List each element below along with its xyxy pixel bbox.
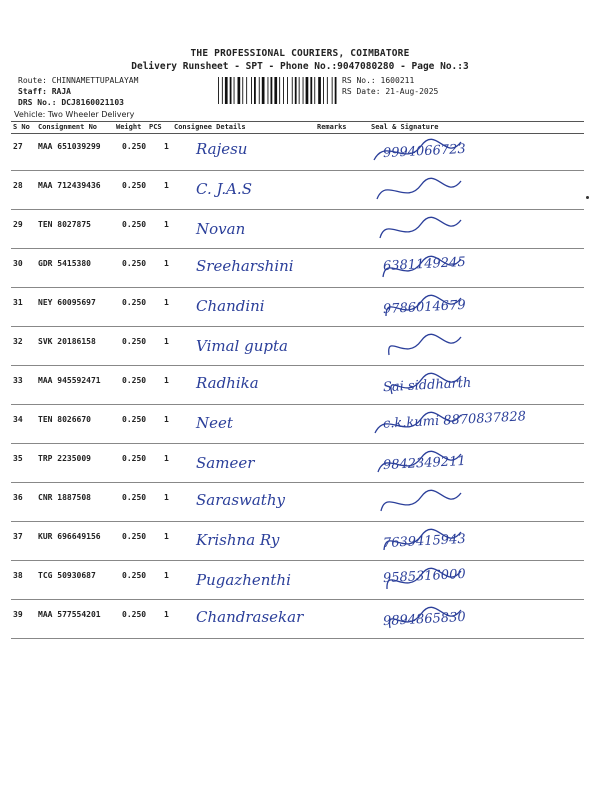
table-row <box>11 600 584 639</box>
row-consignee-handwritten: Novan <box>196 220 246 238</box>
row-consignment: SVK 20186158 <box>38 337 96 346</box>
signature-scribble-icon <box>366 366 584 404</box>
row-consignment: MAA 945592471 <box>38 376 101 385</box>
signature-scribble-icon <box>366 444 584 482</box>
table-row <box>11 405 584 444</box>
table-row <box>11 210 584 249</box>
route-value: CHINNAMETTUPALAYAM <box>51 76 139 85</box>
row-consignment: TEN 8026670 <box>38 415 91 424</box>
table-row <box>11 171 584 210</box>
table-row <box>11 249 584 288</box>
row-consignee-handwritten: Saraswathy <box>196 491 285 509</box>
row-consignee-handwritten: Chandrasekar <box>196 608 304 626</box>
row-consignee-handwritten: Neet <box>196 414 233 432</box>
signature-scribble-icon <box>366 561 584 599</box>
row-consignment: GDR 5415380 <box>38 259 91 268</box>
row-consignment: TCG 50930687 <box>38 571 96 580</box>
drs-label: DRS No.: <box>18 98 57 107</box>
route-label: Route: <box>18 76 47 85</box>
row-pcs: 1 <box>164 220 169 229</box>
table-row <box>11 483 584 522</box>
row-pcs: 1 <box>164 454 169 463</box>
row-consignee-handwritten: Chandini <box>196 297 265 315</box>
row-weight: 0.250 <box>122 337 147 346</box>
row-consignment: MAA 577554201 <box>38 610 101 619</box>
row-sno: 27 <box>13 142 23 151</box>
col-seal: Seal & Signature <box>371 123 439 131</box>
rs-no-line <box>342 76 414 85</box>
row-pcs: 1 <box>164 415 169 424</box>
row-pcs: 1 <box>164 142 169 151</box>
table-row <box>11 288 584 327</box>
row-sno: 36 <box>13 493 23 502</box>
speck <box>586 196 589 199</box>
signature-scribble-icon <box>366 327 584 365</box>
table-row <box>11 327 584 366</box>
table-row <box>11 444 584 483</box>
row-signature-handwritten: 6381149245 <box>382 254 467 275</box>
row-pcs: 1 <box>164 493 169 502</box>
row-weight: 0.250 <box>122 493 147 502</box>
row-consignee-handwritten: Vimal gupta <box>196 337 288 355</box>
barcode-icon <box>218 77 338 104</box>
row-signature-handwritten: 9894865830 <box>382 609 467 630</box>
staff-label: Staff: <box>18 87 47 96</box>
row-sno: 29 <box>13 220 23 229</box>
signature-scribble-icon <box>366 132 584 170</box>
document-subtitle: Delivery Runsheet - SPT - Phone No.:9047080280 - Page No.:3 <box>131 61 469 72</box>
row-sno: 37 <box>13 532 23 541</box>
row-weight: 0.250 <box>122 415 147 424</box>
vehicle-line: Vehicle: Two Wheeler Delivery <box>14 110 135 119</box>
col-pcs: PCS <box>149 123 162 131</box>
drs-value: DCJ8160021103 <box>61 98 124 107</box>
row-weight: 0.250 <box>122 376 147 385</box>
row-consignment: TRP 2235009 <box>38 454 91 463</box>
table-row <box>11 366 584 405</box>
table-row <box>11 522 584 561</box>
row-signature-handwritten: 7639415943 <box>382 531 467 552</box>
table-row <box>11 561 584 600</box>
signature-scribble-icon <box>366 600 584 638</box>
staff-value: RAJA <box>51 87 71 96</box>
row-sno: 33 <box>13 376 23 385</box>
row-sno: 31 <box>13 298 23 307</box>
row-signature-handwritten: 9786014679 <box>382 297 467 318</box>
row-consignment: TEN 8027875 <box>38 220 91 229</box>
signature-scribble-icon <box>366 405 584 443</box>
row-pcs: 1 <box>164 181 169 190</box>
signature-scribble-icon <box>366 288 584 326</box>
row-weight: 0.250 <box>122 220 147 229</box>
rs-date-value: 21-Aug-2025 <box>385 87 439 96</box>
row-consignment: KUR 696649156 <box>38 532 101 541</box>
row-weight: 0.250 <box>122 142 147 151</box>
rs-no-value: 1600211 <box>380 76 415 85</box>
row-pcs: 1 <box>164 337 169 346</box>
table-row <box>11 132 584 171</box>
rs-no-label: RS No.: <box>342 76 376 85</box>
staff-line <box>18 87 71 96</box>
row-consignment: NEY 60095697 <box>38 298 96 307</box>
row-weight: 0.250 <box>122 571 147 580</box>
row-weight: 0.250 <box>122 259 147 268</box>
route-line <box>18 76 138 85</box>
col-weight: Weight <box>116 123 142 131</box>
row-pcs: 1 <box>164 298 169 307</box>
row-signature-handwritten: 9994066723 <box>382 141 467 162</box>
row-sno: 30 <box>13 259 23 268</box>
row-consignee-handwritten: Radhika <box>196 374 259 392</box>
row-consignee-handwritten: Pugazhenthi <box>196 571 291 589</box>
row-pcs: 1 <box>164 610 169 619</box>
row-pcs: 1 <box>164 376 169 385</box>
col-consignment: Consignment No <box>38 123 98 131</box>
row-weight: 0.250 <box>122 454 147 463</box>
row-sno: 34 <box>13 415 23 424</box>
row-weight: 0.250 <box>122 532 147 541</box>
row-consignee-handwritten: Krishna Ry <box>196 531 280 549</box>
row-signature-handwritten: 9585316000 <box>382 566 467 587</box>
rs-date-line <box>342 87 438 96</box>
row-pcs: 1 <box>164 532 169 541</box>
row-sno: 38 <box>13 571 23 580</box>
row-sno: 39 <box>13 610 23 619</box>
col-remarks: Remarks <box>317 123 347 131</box>
row-signature-handwritten: Sai siddharth <box>382 375 472 396</box>
col-consignee: Consignee Details <box>174 123 246 131</box>
row-consignment: MAA 712439436 <box>38 181 101 190</box>
row-consignee-handwritten: C. J.A.S <box>196 180 252 198</box>
signature-scribble-icon <box>366 210 584 248</box>
col-sno: S No <box>13 123 30 131</box>
row-consignee-handwritten: Rajesu <box>196 140 248 158</box>
row-signature-handwritten: c.k.kumi 8870837828 <box>382 409 527 432</box>
document-title: THE PROFESSIONAL COURIERS, COIMBATORE <box>190 48 410 59</box>
row-weight: 0.250 <box>122 610 147 619</box>
row-sno: 35 <box>13 454 23 463</box>
row-sno: 28 <box>13 181 23 190</box>
signature-scribble-icon <box>366 171 584 209</box>
row-weight: 0.250 <box>122 181 147 190</box>
row-consignment: CNR 1887508 <box>38 493 91 502</box>
rs-date-label: RS Date: <box>342 87 381 96</box>
row-consignee-handwritten: Sameer <box>196 454 255 472</box>
row-consignment: MAA 651039299 <box>38 142 101 151</box>
signature-scribble-icon <box>366 483 584 521</box>
row-weight: 0.250 <box>122 298 147 307</box>
signature-scribble-icon <box>366 249 584 287</box>
row-sno: 32 <box>13 337 23 346</box>
row-pcs: 1 <box>164 259 169 268</box>
row-consignee-handwritten: Sreeharshini <box>196 257 294 275</box>
drs-line <box>18 98 124 107</box>
row-pcs: 1 <box>164 571 169 580</box>
signature-scribble-icon <box>366 522 584 560</box>
row-signature-handwritten: 9842349211 <box>382 453 467 474</box>
